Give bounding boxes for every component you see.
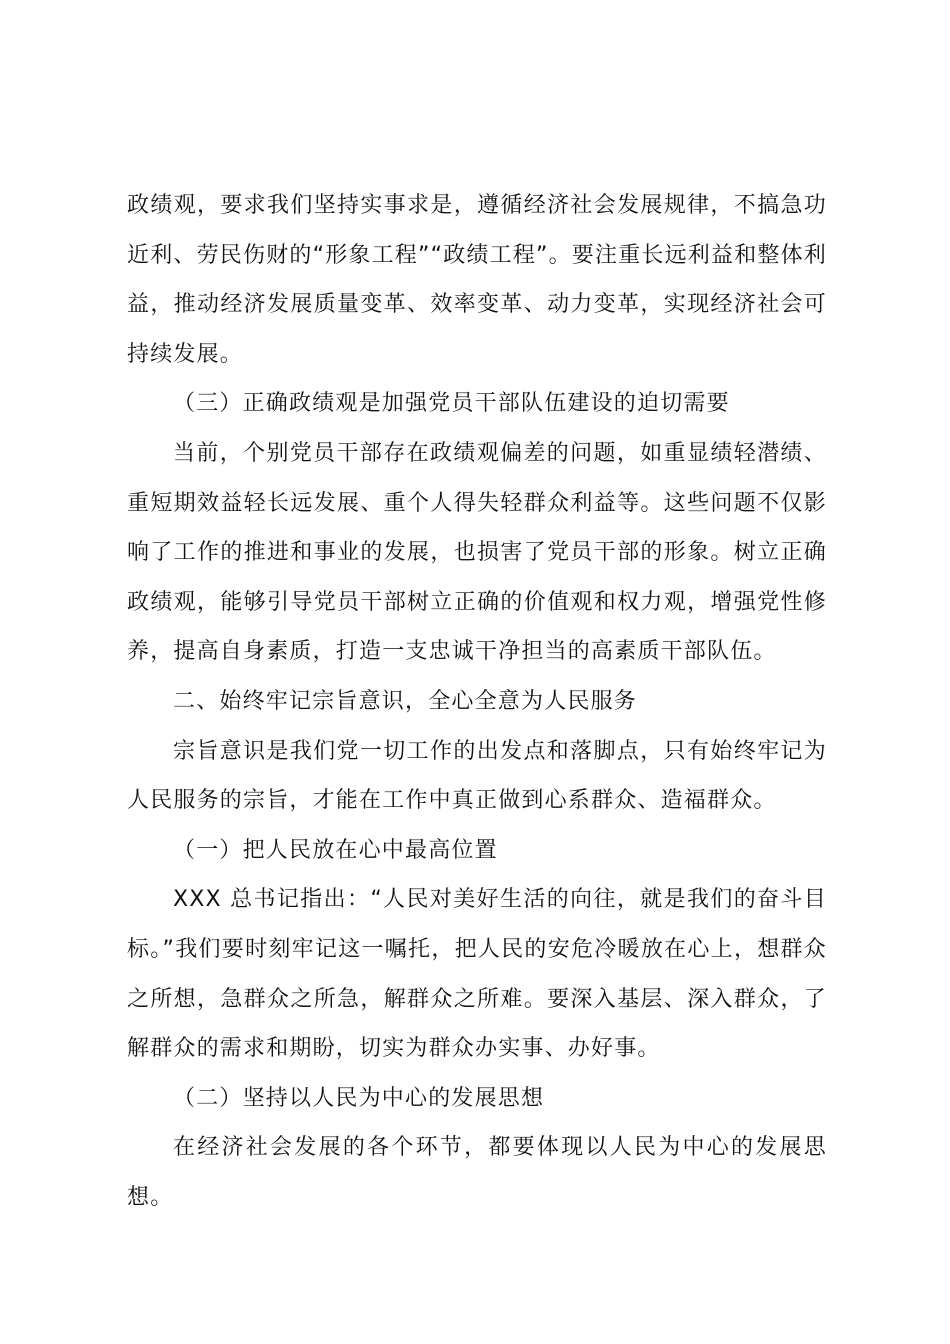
section-heading-1: （一）把人民放在心中最高位置 xyxy=(173,837,498,863)
paragraph-body: 宗旨意识是我们党一切工作的出发点和落脚点，只有始终牢记为人民服务的宗旨，才能在工作中真正做到心系群众、造福群众。 xyxy=(127,738,827,814)
paragraph-body: 在经济社会发展的各个环节，都要体现以人民为中心的发展思想。 xyxy=(127,1135,827,1210)
section-heading-3: （三）正确政绩观是加强党员干部队伍建设的迫切需要 xyxy=(173,391,730,417)
paragraph-body: 当前，个别党员干部存在政绩观偏差的问题，如重显绩轻潜绩、重短期效益轻长远发展、重个人得失轻群众利益等。这些问题不仅影响了工作的推进和事业的发展，也损害了党员干部的形象。树立正确政绩观，能够引导党员干部树立正确的价值观和权力观，增强党性修养，提高自身素质，打造一支忠诚干净担当的高素质干部队伍。 xyxy=(127,440,827,665)
document-body xyxy=(127,181,827,1222)
section-heading-2: （二）坚持以人民为中心的发展思想 xyxy=(173,1085,545,1111)
paragraph-body: XXX 总书记指出：“人民对美好生活的向往，就是我们的奋斗目标。”我们要时刻牢记这一嘱托，把人民的安危冷暖放在心上，想群众之所想，急群众之所急，解群众之所难。要深入基层、深入群众，了解群众的需求和期盼，切实为群众办实事、办好事。 xyxy=(127,887,827,1062)
chapter-heading-2: 二、始终牢记宗旨意识，全心全意为人民服务 xyxy=(173,688,638,714)
paragraph-continuation: 政绩观，要求我们坚持实事求是，遵循经济社会发展规律，不搞急功近利、劳民伤财的“形象工程”“政绩工程”。要注重长远利益和整体利益，推动经济发展质量变革、效率变革、动力变革，实现经济社会可持续发展。 xyxy=(127,193,827,367)
